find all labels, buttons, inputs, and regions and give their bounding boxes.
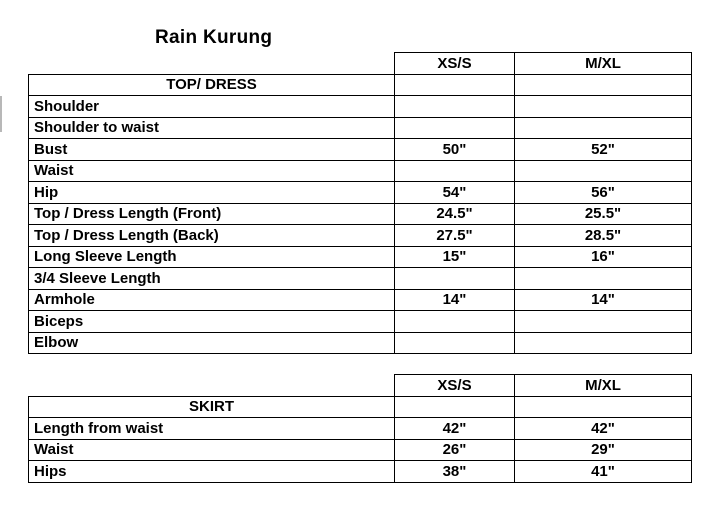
- value-m-xl: [515, 96, 692, 118]
- value-m-xl: [515, 268, 692, 290]
- table-row: [29, 311, 692, 333]
- value-m-xl: [515, 311, 692, 333]
- value-m-xl: [515, 332, 692, 354]
- empty-cell: [515, 74, 692, 96]
- value-m-xl: [515, 117, 692, 139]
- value-m-xl: 41": [515, 461, 692, 483]
- value-xs-s: [395, 117, 515, 139]
- measurement-label: Hip: [29, 182, 395, 204]
- table-row: [29, 418, 692, 440]
- table-row: [29, 289, 692, 311]
- skirt-size-table: [28, 374, 692, 483]
- value-m-xl: 16": [515, 246, 692, 268]
- measurement-label: Biceps: [29, 311, 395, 333]
- table-row: [29, 246, 692, 268]
- measurement-label: 3/4 Sleeve Length: [29, 268, 395, 290]
- table-row: [29, 182, 692, 204]
- column-header-m-xl: M/XL: [515, 53, 692, 75]
- value-xs-s: 42": [395, 418, 515, 440]
- header-spacer-cell: [29, 375, 395, 397]
- value-xs-s: [395, 160, 515, 182]
- value-m-xl: 29": [515, 439, 692, 461]
- table-row: [29, 225, 692, 247]
- value-xs-s: [395, 96, 515, 118]
- measurement-label: Armhole: [29, 289, 395, 311]
- measurement-label: Top / Dress Length (Back): [29, 225, 395, 247]
- value-m-xl: 56": [515, 182, 692, 204]
- measurement-label: Hips: [29, 461, 395, 483]
- table-row: [29, 268, 692, 290]
- empty-cell: [395, 396, 515, 418]
- column-header-xs-s: XS/S: [395, 375, 515, 397]
- value-m-xl: 42": [515, 418, 692, 440]
- table-row: [29, 96, 692, 118]
- value-xs-s: 27.5": [395, 225, 515, 247]
- top-dress-size-table: [28, 52, 692, 354]
- section-row: [29, 396, 692, 418]
- table-row: [29, 439, 692, 461]
- empty-cell: [515, 396, 692, 418]
- column-header-xs-s: XS/S: [395, 53, 515, 75]
- table-row: [29, 332, 692, 354]
- measurement-label: Top / Dress Length (Front): [29, 203, 395, 225]
- value-m-xl: 25.5": [515, 203, 692, 225]
- table-row: [29, 139, 692, 161]
- value-m-xl: 52": [515, 139, 692, 161]
- size-header-row: [29, 53, 692, 75]
- measurement-label: Shoulder: [29, 96, 395, 118]
- value-xs-s: 24.5": [395, 203, 515, 225]
- value-xs-s: [395, 268, 515, 290]
- value-xs-s: 26": [395, 439, 515, 461]
- value-xs-s: 14": [395, 289, 515, 311]
- value-xs-s: 54": [395, 182, 515, 204]
- table-row: [29, 203, 692, 225]
- section-row: [29, 74, 692, 96]
- value-xs-s: 15": [395, 246, 515, 268]
- measurement-label: Elbow: [29, 332, 395, 354]
- measurement-label: Shoulder to waist: [29, 117, 395, 139]
- table-row: [29, 160, 692, 182]
- value-xs-s: 50": [395, 139, 515, 161]
- measurement-label: Waist: [29, 160, 395, 182]
- table-row: [29, 117, 692, 139]
- value-m-xl: [515, 160, 692, 182]
- page-title: Rain Kurung: [155, 27, 273, 48]
- size-header-row: [29, 375, 692, 397]
- measurement-label: Length from waist: [29, 418, 395, 440]
- column-header-m-xl: M/XL: [515, 375, 692, 397]
- value-xs-s: [395, 332, 515, 354]
- measurement-label: Waist: [29, 439, 395, 461]
- value-m-xl: 14": [515, 289, 692, 311]
- measurement-label: Long Sleeve Length: [29, 246, 395, 268]
- measurement-label: Bust: [29, 139, 395, 161]
- screenshot-edge-artifact: [0, 96, 2, 132]
- header-spacer-cell: [29, 53, 395, 75]
- section-title-top-dress: TOP/ DRESS: [29, 74, 395, 96]
- value-xs-s: 38": [395, 461, 515, 483]
- value-m-xl: 28.5": [515, 225, 692, 247]
- value-xs-s: [395, 311, 515, 333]
- empty-cell: [395, 74, 515, 96]
- section-title-skirt: SKIRT: [29, 396, 395, 418]
- table-row: [29, 461, 692, 483]
